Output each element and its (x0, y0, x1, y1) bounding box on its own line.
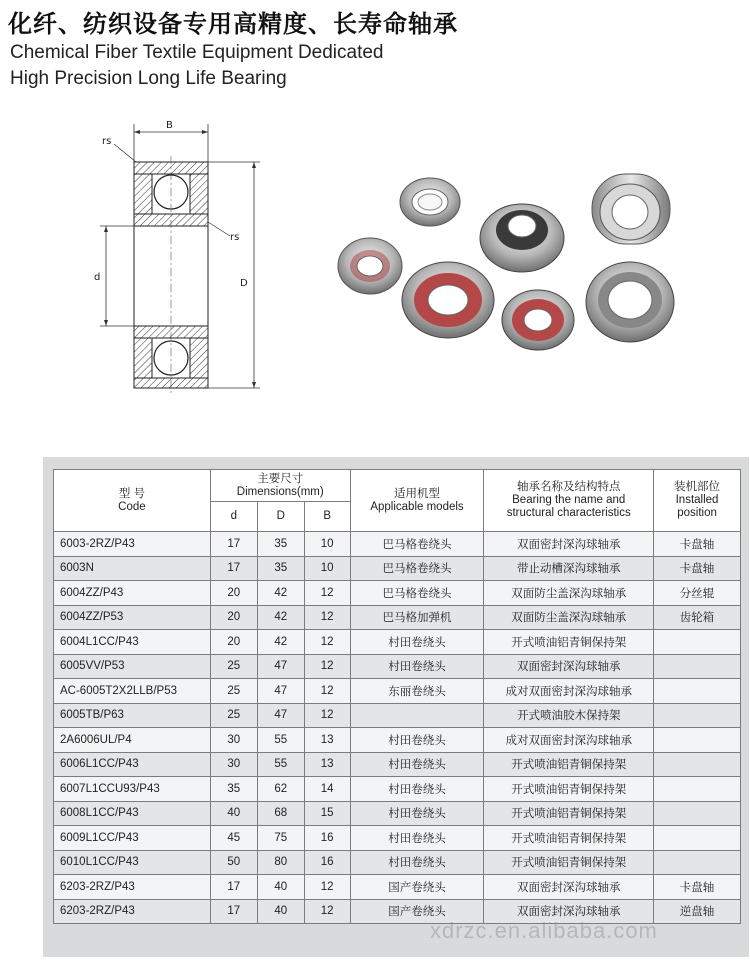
cell-code: 6004ZZ/P43 (54, 581, 211, 606)
cell-struct: 双面防尘盖深沟球轴承 (484, 605, 654, 630)
table-row (54, 728, 741, 753)
cell-d: 30 (210, 728, 257, 753)
cell-pos (654, 752, 741, 777)
dim-d-label: d (94, 272, 101, 283)
cell-pos (654, 850, 741, 875)
cell-D: 40 (257, 899, 304, 924)
header-models-en: Applicable models (370, 500, 464, 513)
header-dimensions (210, 470, 350, 502)
dim-D-label: D (240, 278, 248, 289)
cell-model: 国产卷绕头 (350, 899, 484, 924)
cell-pos (654, 679, 741, 704)
bearing-flanged-seal (480, 204, 564, 272)
header-pos-en1: Installed (675, 494, 719, 506)
cell-code: 6004ZZ/P53 (54, 605, 211, 630)
dim-b-label: B (166, 120, 173, 131)
table-row (54, 777, 741, 802)
cell-code: 2A6006UL/P4 (54, 728, 211, 753)
cell-model: 村田卷绕头 (350, 850, 484, 875)
cell-pos: 卡盘轴 (654, 532, 741, 557)
cell-D: 42 (257, 581, 304, 606)
bearings-photo (330, 160, 700, 360)
cell-B: 12 (304, 899, 350, 924)
cell-struct: 开式喷油铝青铜保持架 (484, 801, 654, 826)
bearing-red-seal-large (402, 262, 494, 338)
bearing-small-open (400, 178, 460, 226)
cell-code: 6008L1CC/P43 (54, 801, 211, 826)
table-row (54, 654, 741, 679)
cell-d: 40 (210, 801, 257, 826)
table-row (54, 556, 741, 581)
cell-code: 6003N (54, 556, 211, 581)
header-dims-cn: 主要尺寸 (257, 472, 304, 485)
header-code (54, 470, 211, 532)
cell-D: 47 (257, 703, 304, 728)
cell-struct: 开式喷油铝青铜保持架 (484, 826, 654, 851)
cell-model: 村田卷绕头 (350, 630, 484, 655)
header-models-cn: 适用机型 (394, 487, 441, 500)
table-row (54, 850, 741, 875)
cell-struct: 带止动槽深沟球轴承 (484, 556, 654, 581)
page-title-en-line2: High Precision Long Life Bearing (10, 68, 287, 89)
header-position (654, 470, 741, 532)
cell-model: 东丽卷绕头 (350, 679, 484, 704)
cell-d: 17 (210, 532, 257, 557)
bearing-cylindrical-roller (586, 262, 674, 342)
cell-pos: 卡盘轴 (654, 556, 741, 581)
cell-model: 村田卷绕头 (350, 801, 484, 826)
table-row (54, 703, 741, 728)
header-pos-en2: position (677, 507, 717, 519)
cell-d: 50 (210, 850, 257, 875)
cell-model: 村田卷绕头 (350, 752, 484, 777)
bearing-spec-table-panel (43, 457, 749, 957)
header-struct-en1: Bearing the name and (512, 494, 626, 506)
cell-pos (654, 630, 741, 655)
cell-D: 42 (257, 605, 304, 630)
cell-struct: 成对双面密封深沟球轴承 (484, 679, 654, 704)
cell-struct: 开式喷油铝青铜保持架 (484, 752, 654, 777)
cell-B: 12 (304, 581, 350, 606)
cell-B: 16 (304, 826, 350, 851)
cell-B: 12 (304, 630, 350, 655)
cell-struct: 成对双面密封深沟球轴承 (484, 728, 654, 753)
cell-B: 13 (304, 752, 350, 777)
watermark: xdrzc.en.alibaba.com (430, 918, 658, 943)
bearing-spec-table (53, 469, 741, 924)
cell-D: 35 (257, 556, 304, 581)
cell-D: 75 (257, 826, 304, 851)
cell-D: 62 (257, 777, 304, 802)
cell-model: 巴马格卷绕头 (350, 556, 484, 581)
header-dims-en: Dimensions(mm) (236, 485, 324, 498)
header-models (350, 470, 484, 532)
cell-d: 20 (210, 581, 257, 606)
cell-code: 6010L1CC/P43 (54, 850, 211, 875)
cell-d: 45 (210, 826, 257, 851)
table-row (54, 826, 741, 851)
cell-code: 6005TB/P63 (54, 703, 211, 728)
table-row (54, 532, 741, 557)
cell-d: 20 (210, 605, 257, 630)
cell-code: 6006L1CC/P43 (54, 752, 211, 777)
cell-pos (654, 728, 741, 753)
cell-model: 村田卷绕头 (350, 826, 484, 851)
cell-struct: 开式喷油铝青铜保持架 (484, 850, 654, 875)
header-struct-cn: 轴承名称及结构特点 (516, 481, 621, 493)
table-row (54, 875, 741, 900)
header-structure (484, 470, 654, 532)
cell-d: 17 (210, 556, 257, 581)
header-d: d (210, 502, 257, 532)
page-title-en-line1: Chemical Fiber Textile Equipment Dedicated (10, 42, 384, 63)
cell-B: 10 (304, 556, 350, 581)
cell-d: 20 (210, 630, 257, 655)
cell-D: 47 (257, 654, 304, 679)
cell-pos (654, 703, 741, 728)
cell-model: 巴马格卷绕头 (350, 581, 484, 606)
cell-struct: 双面密封深沟球轴承 (484, 532, 654, 557)
cell-d: 25 (210, 654, 257, 679)
cell-struct: 开式喷油铝青铜保持架 (484, 630, 654, 655)
cell-B: 15 (304, 801, 350, 826)
table-row (54, 801, 741, 826)
cell-struct: 开式喷油铝青铜保持架 (484, 777, 654, 802)
cell-struct: 双面密封深沟球轴承 (484, 899, 654, 924)
cell-d: 17 (210, 899, 257, 924)
cell-D: 80 (257, 850, 304, 875)
table-row (54, 581, 741, 606)
cell-d: 17 (210, 875, 257, 900)
cell-d: 30 (210, 752, 257, 777)
cell-B: 12 (304, 605, 350, 630)
cell-model: 巴马格加弹机 (350, 605, 484, 630)
cell-D: 47 (257, 679, 304, 704)
cell-code: 6003-2RZ/P43 (54, 532, 211, 557)
cell-pos: 齿轮箱 (654, 605, 741, 630)
cell-B: 16 (304, 850, 350, 875)
table-row (54, 630, 741, 655)
cell-D: 68 (257, 801, 304, 826)
header-pos-cn: 装机部位 (674, 481, 721, 493)
header-struct-en2: structural characteristics (506, 507, 631, 519)
table-row (54, 605, 741, 630)
cell-B: 14 (304, 777, 350, 802)
cell-pos: 分丝辊 (654, 581, 741, 606)
header-D: D (257, 502, 304, 532)
dim-rs-top-label: rs (102, 136, 112, 147)
cell-model: 村田卷绕头 (350, 654, 484, 679)
cell-struct: 开式喷油胶木保持架 (484, 703, 654, 728)
cell-code: 6004L1CC/P43 (54, 630, 211, 655)
cell-D: 42 (257, 630, 304, 655)
cell-d: 25 (210, 679, 257, 704)
table-row (54, 679, 741, 704)
bearing-spec-rows (54, 532, 741, 924)
header-code-cn: 型 号 (118, 487, 146, 500)
page-title-cn: 化纤、纺织设备专用高精度、长寿命轴承 (8, 10, 458, 38)
bearing-cross-section-diagram (80, 116, 280, 396)
cell-code: 6007L1CCU93/P43 (54, 777, 211, 802)
cell-B: 12 (304, 875, 350, 900)
cell-B: 13 (304, 728, 350, 753)
cell-model (350, 703, 484, 728)
cell-D: 40 (257, 875, 304, 900)
cell-B: 10 (304, 532, 350, 557)
cell-code: 6203-2RZ/P43 (54, 899, 211, 924)
cell-D: 35 (257, 532, 304, 557)
cell-d: 25 (210, 703, 257, 728)
cell-model: 国产卷绕头 (350, 875, 484, 900)
cell-B: 12 (304, 703, 350, 728)
cell-struct: 双面防尘盖深沟球轴承 (484, 581, 654, 606)
cell-pos (654, 777, 741, 802)
cell-d: 35 (210, 777, 257, 802)
cell-model: 村田卷绕头 (350, 777, 484, 802)
cell-struct: 双面密封深沟球轴承 (484, 875, 654, 900)
cell-model: 村田卷绕头 (350, 728, 484, 753)
cell-struct: 双面密封深沟球轴承 (484, 654, 654, 679)
cell-code: AC-6005T2X2LLB/P53 (54, 679, 211, 704)
bearing-cylinder-large (592, 174, 670, 244)
cell-pos (654, 826, 741, 851)
cell-B: 12 (304, 654, 350, 679)
header-B: B (304, 502, 350, 532)
cell-pos: 卡盘轴 (654, 875, 741, 900)
cell-D: 55 (257, 752, 304, 777)
cell-B: 12 (304, 679, 350, 704)
cell-pos (654, 654, 741, 679)
cell-pos: 逆盘轴 (654, 899, 741, 924)
cell-model: 巴马格卷绕头 (350, 532, 484, 557)
cell-pos (654, 801, 741, 826)
dim-rs-side-label: rs (230, 232, 240, 243)
cell-code: 6203-2RZ/P43 (54, 875, 211, 900)
bearing-red-seal-small (502, 290, 574, 350)
header-code-en: Code (118, 500, 146, 513)
bearing-medium-open (338, 238, 402, 294)
table-row (54, 752, 741, 777)
cell-code: 6009L1CC/P43 (54, 826, 211, 851)
cell-code: 6005VV/P53 (54, 654, 211, 679)
cell-D: 55 (257, 728, 304, 753)
